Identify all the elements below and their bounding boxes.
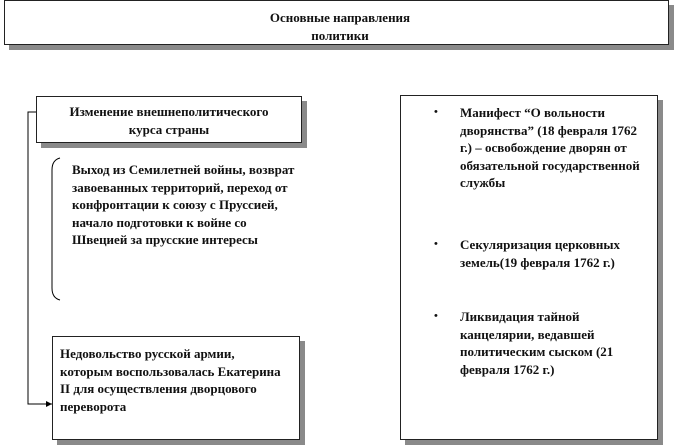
header-title-line1: Основные направления [269,10,411,25]
foreign-policy-description: Выход из Семилетней войны, возврат завоеванных территорий, переход от конфронтации к союзу с Пруссией, начало подготовки к войне со Швецией за прусские интересы [72,162,295,247]
connector-path [28,112,52,404]
left-bracket [52,158,60,300]
domestic-policy-item-1-text: Манифест “О вольности дворянства” (18 февраля 1762 г.) – освобождение дворян от обязательной государственной службы [460,105,640,190]
foreign-policy-title [40,103,298,138]
domestic-policy-item-1 [434,104,650,192]
header-title-line2: политики [311,27,369,43]
foreign-policy-title-line2: курса страны [128,121,210,137]
domestic-policy-item-3 [434,308,650,378]
domestic-policy-item-2 [434,236,650,271]
foreign-policy-title-line1: Изменение внешнеполитического [69,104,269,119]
army-discontent-text: Недовольство русской армии, которым воспользовалась Екатерина II для осуществления дворцового переворота [60,346,281,414]
bullet-icon: • [434,106,438,118]
header-title [200,9,480,44]
domestic-policy-item-3-text: Ликвидация тайной канцелярии, ведавшей политическим сыском (21 февраля 1762 г.) [460,309,614,377]
bullet-icon: • [434,310,438,322]
domestic-policy-item-2-text: Секуляризация церковных земель(19 февраля 1762 г.) [460,237,620,270]
bullet-icon: • [434,238,438,250]
